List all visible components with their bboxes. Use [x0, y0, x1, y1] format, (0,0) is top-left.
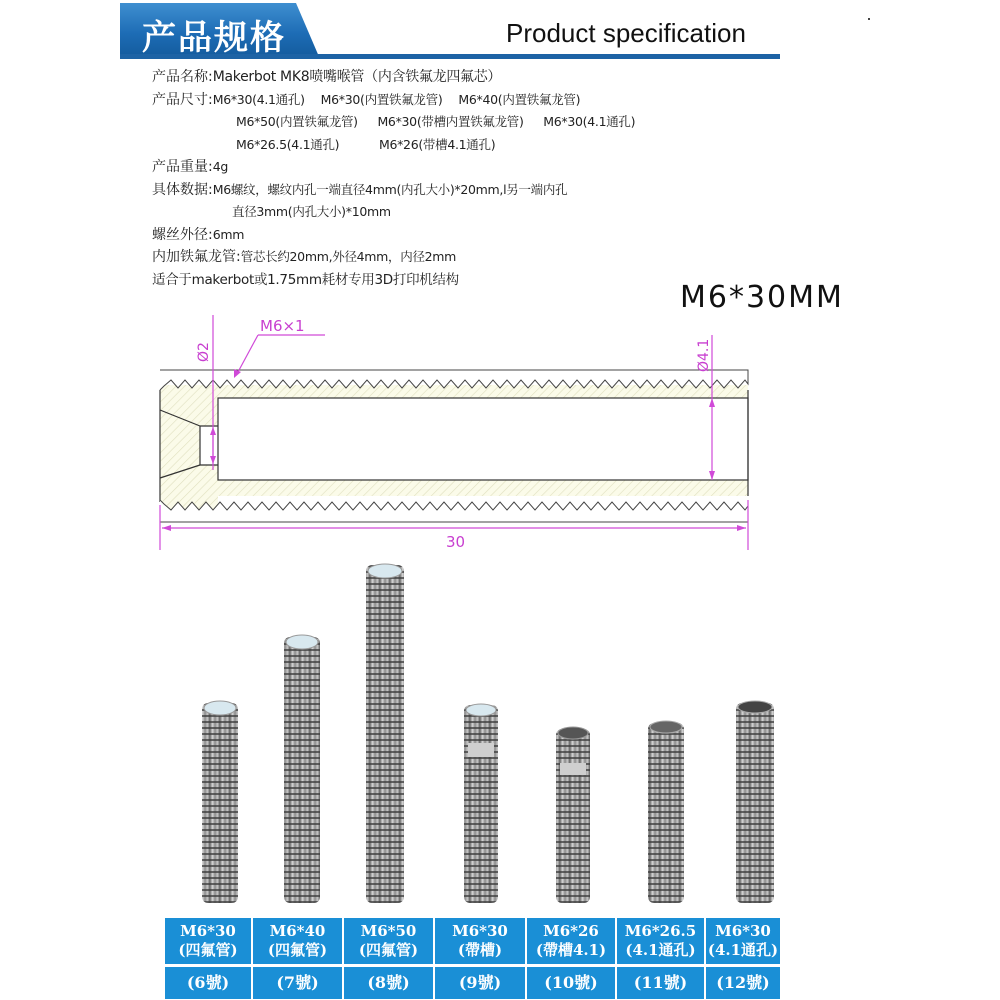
- header-banner: [120, 0, 780, 62]
- spec-label: 产品名称:: [152, 69, 213, 85]
- label-type: (帶槽4.1): [535, 941, 607, 959]
- label-size: M6*26: [543, 922, 599, 940]
- label-cell: [527, 918, 615, 964]
- spec-label: 内加铁氟龙管:: [152, 249, 241, 265]
- technical-drawing: [150, 310, 770, 560]
- rod-photo-6: [202, 701, 238, 903]
- spec-label: 产品尺寸:: [152, 91, 213, 108]
- label-number: (10號): [527, 967, 615, 999]
- rod-photo-10: [556, 727, 590, 903]
- label-number: (11號): [617, 967, 704, 999]
- label-type: (四氟管): [178, 941, 238, 959]
- spec-list: [152, 66, 792, 291]
- spec-size-row: [152, 89, 792, 112]
- label-size: M6*30: [180, 922, 236, 940]
- rod-photo-12: [736, 701, 774, 903]
- spec-teflon-row: [152, 246, 792, 269]
- label-cell: [706, 918, 780, 964]
- spec-data-line2: 直径3mm(内孔大小)*10mm: [232, 204, 391, 219]
- spec-value: M6*30(4.1通孔): [543, 114, 636, 129]
- corner-dot: [868, 18, 870, 20]
- spec-label: 产品重量:: [152, 159, 213, 175]
- label-type: (帶槽): [457, 941, 503, 959]
- header-title-en: Product specification: [506, 18, 746, 48]
- spec-value: M6*30(4.1通孔): [212, 91, 305, 107]
- label-number: (7號): [253, 967, 342, 999]
- label-type: (四氟管): [358, 941, 419, 959]
- spec-name-row: [152, 66, 792, 89]
- header-title-cn: 产品规格: [142, 18, 286, 58]
- thread-label: M6×1: [260, 317, 305, 335]
- label-size: M6*50: [360, 922, 417, 940]
- spec-value: M6*26.5(4.1通孔): [236, 136, 340, 152]
- label-cell: [165, 918, 251, 964]
- spec-value: 6mm: [212, 226, 245, 242]
- spec-label: 螺丝外径:: [152, 226, 213, 243]
- tube-section: [160, 370, 748, 522]
- spec-label: 具体数据:: [152, 181, 213, 198]
- rod-photo-9: [464, 704, 498, 903]
- spec-value: 管芯长约20mm,外径4mm，内径2mm: [240, 249, 457, 264]
- spec-value: 4g: [212, 159, 229, 174]
- spec-value: Makerbot MK8喷嘴喉管（内含铁氟龙四氟芯）: [212, 69, 502, 85]
- label-number: (8號): [344, 967, 433, 999]
- label-cell: [435, 918, 525, 964]
- label-size: M6*26.5: [624, 922, 697, 940]
- spec-data-row: [152, 179, 792, 202]
- label-type: (四氟管): [267, 941, 328, 959]
- label-size: M6*40: [269, 922, 326, 940]
- label-cell: [617, 918, 704, 964]
- spec-value: M6*30(带槽内置铁氟龙管): [377, 114, 524, 129]
- model-label-table: [165, 918, 780, 999]
- label-type: (4.1通孔): [707, 941, 779, 959]
- right-diameter-label: Ø4.1: [696, 338, 712, 372]
- label-cell: [253, 918, 342, 964]
- label-size: M6*30: [452, 922, 508, 940]
- rod-photo-8: [366, 564, 404, 903]
- model-title: M6*30MM: [680, 280, 844, 315]
- spec-value: M6螺纹，螺纹内孔一端直径4mm(内孔大小)*20mm,l另一端内孔: [212, 181, 568, 197]
- left-diameter-label: Ø2: [196, 342, 212, 362]
- spec-value: M6*40(内置铁氟龙管): [458, 91, 581, 107]
- spec-size-line2: [152, 111, 792, 134]
- rod-photo-11: [648, 721, 684, 903]
- label-size: M6*30: [715, 922, 771, 940]
- label-cell: [344, 918, 433, 964]
- label-number: (6號): [165, 967, 251, 999]
- spec-value: M6*50(内置铁氟龙管): [236, 114, 358, 129]
- label-row-numbers: [165, 967, 780, 999]
- spec-value: M6*26(带槽4.1通孔): [378, 136, 496, 152]
- spec-size-line3: [152, 134, 792, 157]
- spec-value: 适合于makerbot或1.75mm耗材专用3D打印机结构: [152, 271, 459, 288]
- label-row-sizes: [165, 918, 780, 964]
- spec-value: M6*30(内置铁氟龙管): [320, 91, 443, 107]
- label-number: (9號): [435, 967, 525, 999]
- label-type: (4.1通孔): [625, 941, 696, 959]
- rod-photo-7: [284, 635, 320, 903]
- length-label: 30: [446, 533, 466, 551]
- spec-outer-diameter-row: [152, 224, 792, 247]
- product-photos: [180, 555, 800, 910]
- label-number: (12號): [706, 967, 780, 999]
- spec-weight-row: [152, 156, 792, 179]
